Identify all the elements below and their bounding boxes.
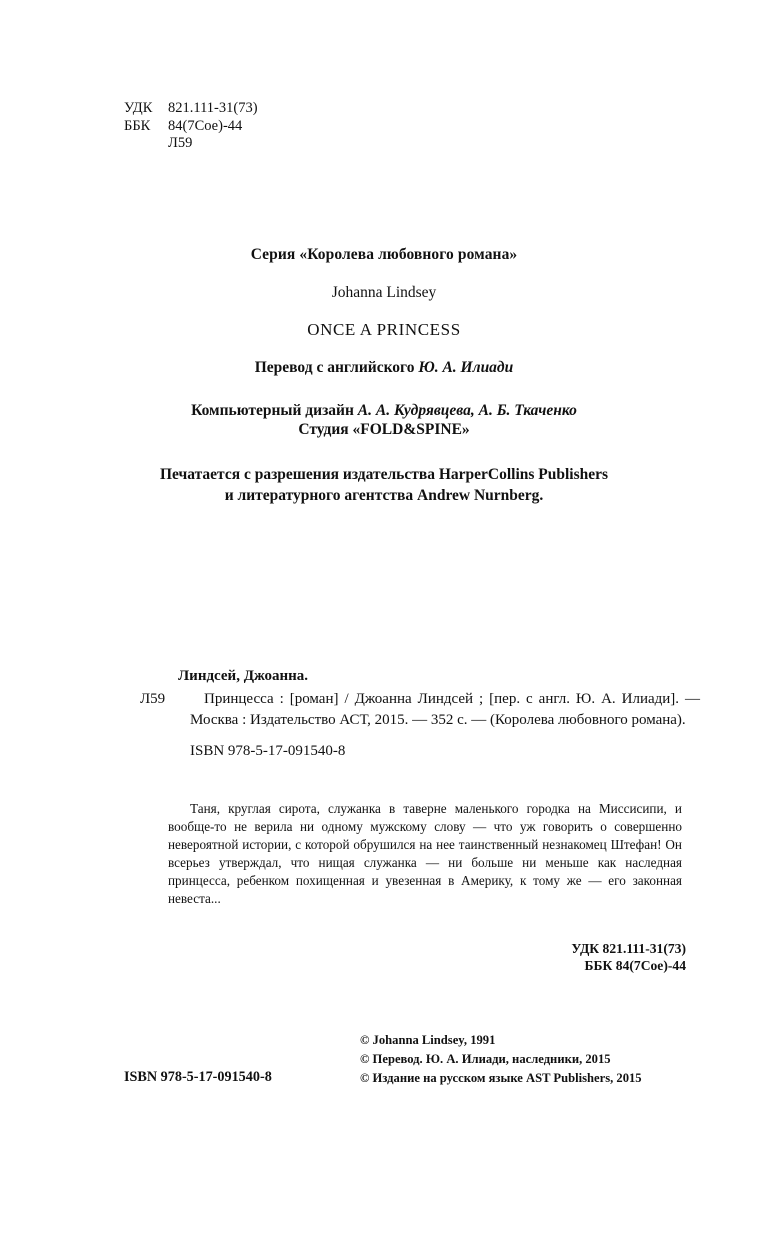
classification-label-udk: УДК [124, 100, 153, 116]
translation-credit [0, 359, 768, 377]
design-credit [0, 401, 768, 421]
bib-description-wrapper [140, 689, 700, 732]
bib-shelf-mark: Л59 [140, 690, 166, 707]
copyright-line-3: © Издание на русском языке AST Publishers, 2015 [360, 1071, 642, 1086]
copyright-notices [360, 1031, 642, 1089]
classification-row-shelfmark [124, 135, 258, 153]
designer-names: А. А. Кудрявцева, А. Б. Ткаченко [357, 402, 577, 419]
classification-codes [124, 100, 258, 153]
classification-repeat-bbk: ББК 84(7Сое)-44 [584, 958, 686, 973]
translation-prefix: Перевод с английского [254, 359, 419, 376]
classification-value-udk: 821.111-31(73) [168, 100, 258, 116]
footer-block [124, 1031, 698, 1091]
bib-description: Принцесса : [роман] / Джоанна Линдсей ; [пер. с англ. Ю. А. Илиади]. — Москва : Издательство АСТ, 2015. — 352 с. — (Королева любовного романа). [190, 690, 700, 728]
permission-line-2: и литературного агентства Andrew Nurnberg. [224, 487, 544, 504]
series-name: Серия «Королева любовного романа» [250, 246, 518, 263]
permission-line-1: Печатается с разрешения издательства HarperCollins Publishers [159, 466, 609, 483]
classification-label-bbk: ББК [124, 117, 151, 134]
design-studio: Студия «FOLD&SPINE» [298, 421, 470, 438]
bib-isbn: ISBN 978-5-17-091540-8 [190, 742, 346, 759]
book-annotation: Таня, круглая сирота, служанка в таверне маленького городка на Миссисипи, и вообще-то не верила ни одному мужскому слову — что уж говорить о совершенно невероятной истории, с которой обрушился на нее таинственный незнакомец Штефан! Он всерьез утверждал, что нищая служанка — ни больше ни меньше как наследная принцесса, ребенком похищенная и увезенная в Америку, к тому же — его законная невеста... [168, 801, 682, 907]
bib-author: Линдсей, Джоанна. [178, 668, 309, 684]
permission-notice [0, 464, 768, 506]
classification-row-bbk [124, 118, 258, 136]
design-prefix: Компьютерный дизайн [191, 402, 358, 419]
classification-row-udk [124, 100, 258, 118]
bibliographic-record [140, 666, 700, 762]
copyright-line-2: © Перевод. Ю. А. Илиади, наследники, 2015 [360, 1052, 611, 1067]
copyright-line-1: © Johanna Lindsey, 1991 [360, 1033, 496, 1047]
original-title: ONCE A PRINCESS [307, 320, 461, 339]
classification-codes-repeat [571, 940, 686, 974]
classification-value-shelfmark: Л59 [168, 135, 193, 151]
footer-isbn: ISBN 978-5-17-091540-8 [124, 1069, 272, 1085]
credits-block [0, 246, 768, 506]
classification-value-bbk: 84(7Сое)-44 [168, 117, 243, 134]
translator-name: Ю. А. Илиади [418, 359, 514, 376]
classification-repeat-udk: УДК 821.111-31(73) [571, 941, 686, 956]
original-author: Johanna Lindsey [331, 284, 437, 301]
